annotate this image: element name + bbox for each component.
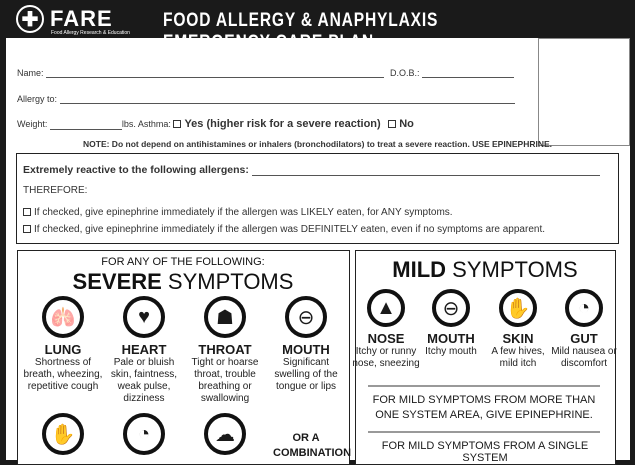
name-field[interactable] [46, 69, 384, 78]
mild-more-than-one: FOR MILD SYMPTOMS FROM MORE THAN ONE SYSTEM AREA, GIVE EPINEPHRINE. [372, 394, 596, 421]
symptom-gut [550, 289, 618, 370]
symptom-desc: Significant swelling of the tongue or lips [274, 357, 338, 392]
mild-symptoms-box [352, 250, 617, 465]
symptom-desc: Itchy mouth [425, 346, 477, 357]
symptom-name: LUNG [44, 342, 82, 357]
heart-icon: ♥ [123, 296, 165, 338]
severe-title-bold: SEVERE [72, 269, 162, 294]
severe-intro: FOR ANY OF THE FOLLOWING: [101, 256, 265, 268]
gut-icon: ◔ [123, 413, 165, 455]
allergens-field[interactable] [252, 167, 600, 176]
symptom-throat [185, 296, 265, 405]
symptom-name: MOUTH [282, 342, 330, 357]
likely-label: If checked, give epinephrine immediately if the allergen was LIKELY eaten, for ANY symptoms. [34, 207, 453, 218]
lbs-label: lbs. [121, 119, 136, 129]
brain-icon: ☁ [204, 413, 246, 455]
therefore: THEREFORE: [23, 185, 88, 196]
symptom-mouth [266, 296, 346, 393]
throat-icon: ☗ [204, 296, 246, 338]
note: NOTE: Do not depend on antihistamines or inhalers (bronchodilators) to treat a severe reaction. USE EPINEPHRINE. [83, 139, 552, 149]
symptom-nose [352, 289, 420, 370]
mild-title-bold: MILD [392, 257, 447, 282]
asthma-no-label: No [399, 118, 414, 130]
asthma-label: Asthma: [137, 119, 171, 129]
symptom-lung [23, 296, 103, 393]
symptom-name: SKIN [502, 331, 534, 346]
lung-icon: 🫁 [42, 296, 84, 338]
allergy-field[interactable] [60, 95, 515, 104]
or-combination: OR A COMBINATION [273, 432, 352, 459]
brand: FARE [50, 6, 113, 31]
mouth-icon: ⊖ [285, 296, 327, 338]
fare-logo-icon: ✚ [16, 5, 44, 33]
symptom-heart [104, 296, 184, 405]
symptom-desc: Itchy or runny nose, sneezing [352, 346, 420, 369]
weight-field[interactable] [50, 121, 122, 130]
symptom-mouth [417, 289, 485, 358]
allergens-box [16, 153, 619, 244]
definitely-checkbox[interactable] [23, 225, 31, 233]
symptom-name: HEART [121, 342, 167, 357]
allergens-label: Extremely reactive to the following allergens: [23, 164, 249, 176]
header [0, 0, 635, 38]
photo-box[interactable] [538, 38, 630, 146]
asthma-yes-checkbox[interactable] [173, 120, 181, 128]
page-title: FOOD ALLERGY & ANAPHYLAXIS [163, 10, 439, 31]
dob-field[interactable] [422, 69, 514, 78]
symptom-skin [484, 289, 552, 370]
definitely-label: If checked, give epinephrine immediately if the allergen was DEFINITELY eaten, even if no symptoms are apparent. [34, 224, 546, 235]
asthma-yes-label: Yes (higher risk for a severe reaction) [184, 118, 381, 130]
mouth-icon: ⊖ [432, 289, 470, 327]
dob-label: D.O.B.: [390, 68, 420, 78]
symptom-name: MOUTH [427, 331, 475, 346]
symptom-desc: Mild nausea or discomfort [551, 346, 617, 369]
symptom-desc: Pale or bluish skin, faintness, weak pulse, dizziness [110, 357, 178, 404]
asthma-no-checkbox[interactable] [388, 120, 396, 128]
mild-title: SYMPTOMS [446, 257, 578, 282]
likely-checkbox[interactable] [23, 208, 31, 216]
divider [368, 431, 600, 433]
skin-icon: ✋ [499, 289, 537, 327]
weight-label: Weight: [17, 119, 48, 129]
symptom-desc: A few hives, mild itch [491, 346, 545, 369]
brand-subtitle: Food Allergy Research & Education [51, 30, 130, 36]
skin-icon: ✋ [42, 413, 84, 455]
nose-icon: ▲ [367, 289, 405, 327]
symptom-name: THROAT [198, 342, 252, 357]
symptom-name: NOSE [367, 331, 405, 346]
symptom-desc: Shortness of breath, wheezing, repetitive cough [23, 357, 103, 392]
mild-single-system: FOR MILD SYMPTOMS FROM A SINGLE SYSTEM [381, 440, 589, 464]
severe-symptoms-box [17, 250, 350, 465]
gut-icon: ◔ [565, 289, 603, 327]
symptom-desc: Tight or hoarse throat, trouble breathing or swallowing [191, 357, 259, 404]
divider [368, 385, 600, 387]
severe-title: SYMPTOMS [161, 269, 294, 294]
name-label: Name: [17, 68, 44, 78]
allergy-label: Allergy to: [17, 94, 58, 104]
symptom-name: GUT [570, 331, 598, 346]
